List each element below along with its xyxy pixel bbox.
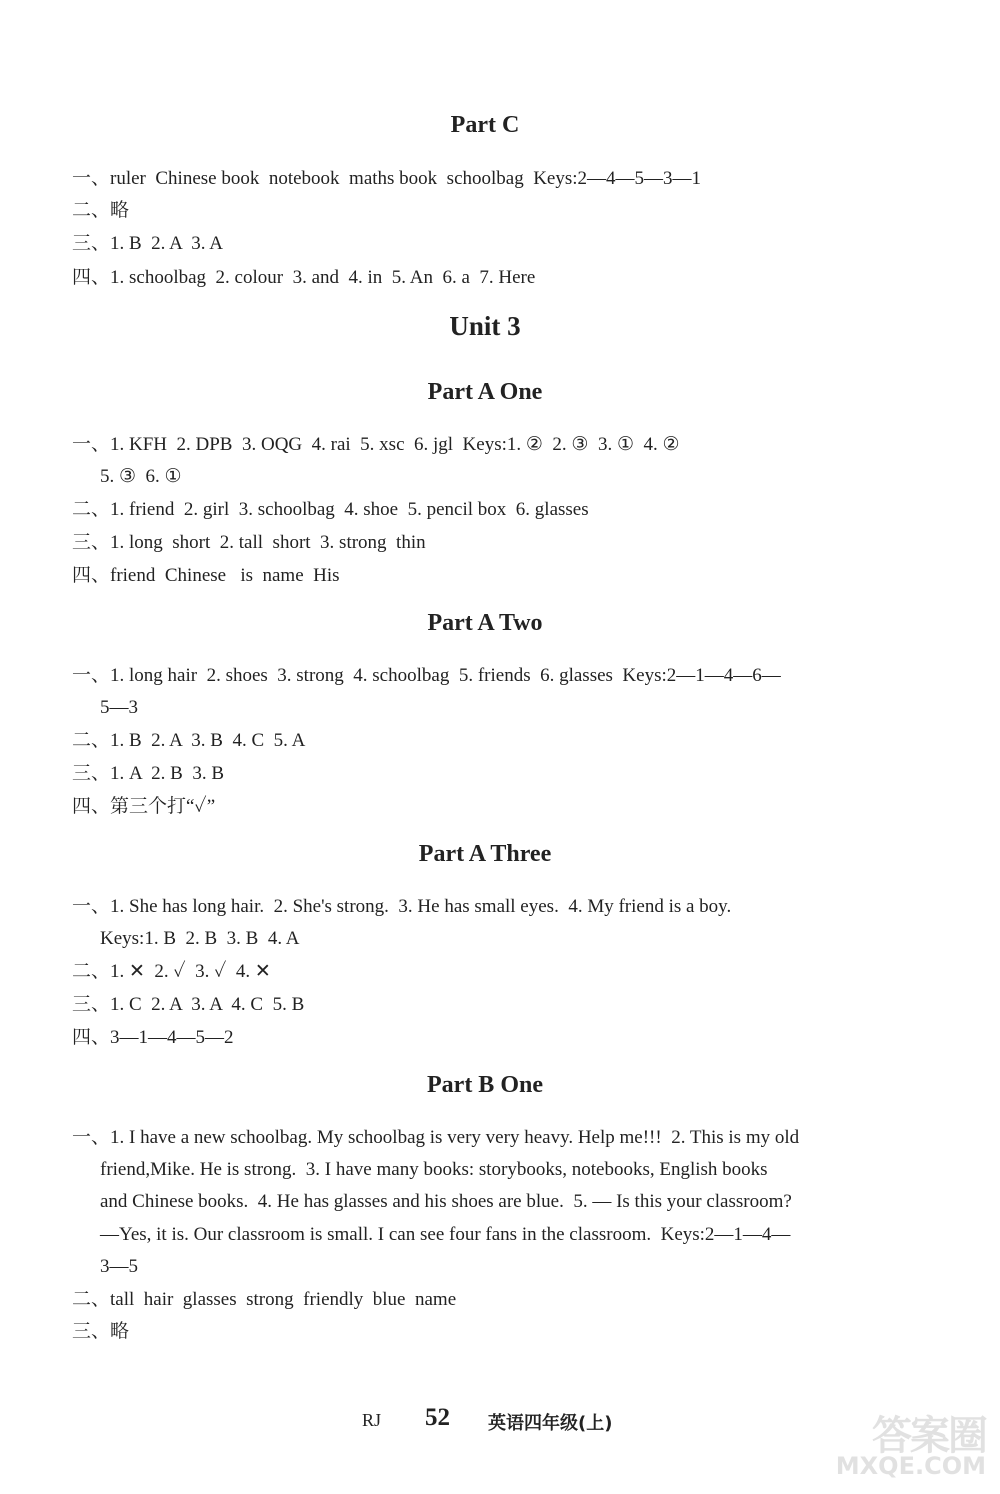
answer-line: 二、1. friend 2. girl 3. schoolbag 4. shoe 5. pencil box 6. glasses [72, 499, 589, 520]
answer-line: 3—5 [100, 1256, 138, 1277]
answer-line: 二、1. ✕ 2. ✓ 3. ✓ 4. ✕ [72, 961, 271, 982]
answer-line: 二、略 [72, 200, 130, 221]
answer-line: 一、1. I have a new schoolbag. My schoolbag is very very heavy. Help me!!! 2. This is my old [72, 1127, 800, 1148]
answer-line: 三、1. C 2. A 3. A 4. C 5. B [72, 994, 305, 1015]
answer-line: 四、friend Chinese is name His [72, 565, 340, 586]
answer-line: 一、1. long hair 2. shoes 3. strong 4. schoolbag 5. friends 6. glasses Keys:2—1—4—6— [72, 665, 781, 686]
answer-line: 一、1. She has long hair. 2. She's strong. 3. He has small eyes. 4. My friend is a boy. [72, 896, 732, 917]
answer-line: 一、1. KFH 2. DPB 3. OQG 4. rai 5. xsc 6. jgl Keys:1. ② 2. ③ 3. ① 4. ② [72, 434, 680, 455]
watermark-text: 答案圈 [872, 1413, 986, 1459]
watermark-logo [836, 1398, 986, 1488]
answer-line: 四、1. schoolbag 2. colour 3. and 4. in 5. An 6. a 7. Here [72, 267, 536, 288]
answer-line: 二、tall hair glasses strong friendly blue name [72, 1289, 457, 1310]
heading-unit-3: Unit 3 [449, 311, 521, 341]
answer-line: 三、1. B 2. A 3. A [72, 233, 223, 254]
answer-line: 三、略 [72, 1321, 130, 1342]
answer-line: 5. ③ 6. ① [100, 466, 182, 487]
heading-part-b-one: Part B One [427, 1072, 543, 1098]
answer-line: Keys:1. B 2. B 3. B 4. A [100, 928, 300, 949]
answer-line: 5—3 [100, 697, 138, 718]
book-title: 英语四年级(上) [488, 1413, 613, 1434]
answer-line: 二、1. B 2. A 3. B 4. C 5. A [72, 730, 306, 751]
page-number: 52 [425, 1404, 450, 1431]
answer-line: 四、3—1—4—5—2 [72, 1027, 234, 1048]
edition-label: RJ [362, 1410, 382, 1430]
heading-part-a-three: Part A Three [418, 841, 552, 867]
answer-line: 三、1. long short 2. tall short 3. strong thin [72, 532, 426, 553]
answer-line: 四、第三个打“✓” [72, 796, 216, 817]
answer-line: 三、1. A 2. B 3. B [72, 763, 225, 784]
answer-line: 一、ruler Chinese book notebook maths book schoolbag Keys:2—4—5—3—1 [72, 168, 702, 189]
answer-line: and Chinese books. 4. He has glasses and his shoes are blue. 5. — Is this your classroom? [100, 1191, 792, 1212]
watermark-url: MXQE.COM [835, 1452, 986, 1480]
heading-part-c: Part C [450, 112, 520, 138]
heading-part-a-one: Part A One [427, 379, 543, 405]
heading-part-a-two: Part A Two [427, 610, 543, 636]
answer-line: —Yes, it is. Our classroom is small. I can see four fans in the classroom. Keys:2—1—4— [100, 1224, 791, 1245]
answer-line: friend,Mike. He is strong. 3. I have many books: storybooks, notebooks, English books [100, 1159, 768, 1180]
